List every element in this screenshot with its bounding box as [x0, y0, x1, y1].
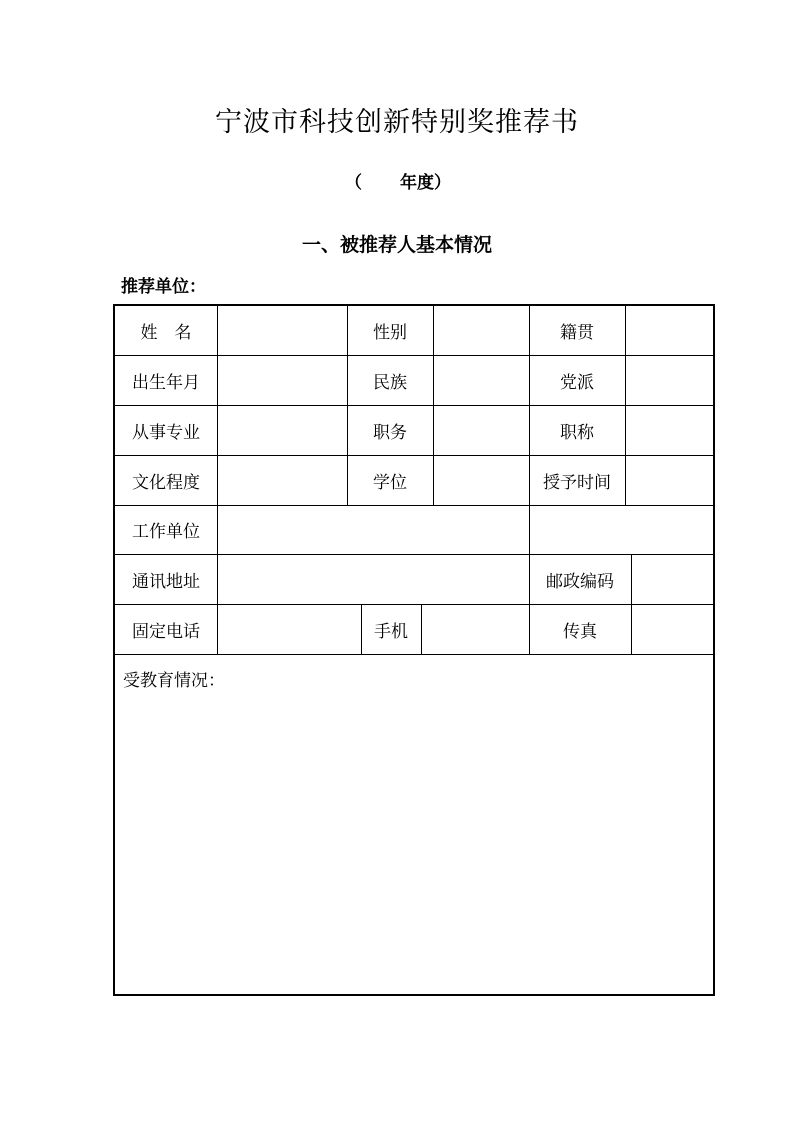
recommending-unit-label: 推荐单位： [121, 277, 206, 297]
label-ethnicity: 民族 [373, 372, 407, 393]
section-title: 一、被推荐人基本情况 [301, 234, 492, 256]
label-native-place: 籍贯 [560, 323, 594, 343]
label-education-history: 受教育情况： [123, 671, 225, 691]
label-gender: 性别 [373, 323, 407, 343]
col-divider [625, 306, 626, 505]
label-phone: 固定电话 [132, 621, 200, 642]
label-fax: 传真 [563, 621, 597, 642]
year-open-paren: （ [345, 173, 362, 193]
label-postcode: 邮政编码 [546, 571, 614, 592]
label-grant-time: 授予时间 [543, 472, 611, 493]
label-party: 党派 [560, 372, 594, 393]
label-profession: 从事专业 [132, 422, 200, 443]
label-birth-date: 出生年月 [132, 372, 200, 393]
label-mobile: 手机 [374, 621, 408, 642]
year-label: 年度） [400, 173, 451, 193]
label-education-level: 文化程度 [132, 472, 200, 493]
label-degree: 学位 [373, 472, 407, 493]
label-position: 职务 [373, 422, 407, 443]
basic-info-table [113, 304, 715, 996]
label-name: 姓 名 [140, 323, 192, 343]
label-work-unit: 工作单位 [132, 522, 200, 542]
document-title: 宁波市科技创新特别奖推荐书 [215, 107, 579, 138]
col-divider [433, 306, 434, 505]
label-address: 通讯地址 [132, 571, 200, 592]
col-divider [217, 306, 218, 654]
col-divider [421, 604, 422, 654]
row-divider [115, 654, 713, 655]
col-divider [631, 554, 632, 654]
label-title: 职称 [560, 422, 594, 443]
